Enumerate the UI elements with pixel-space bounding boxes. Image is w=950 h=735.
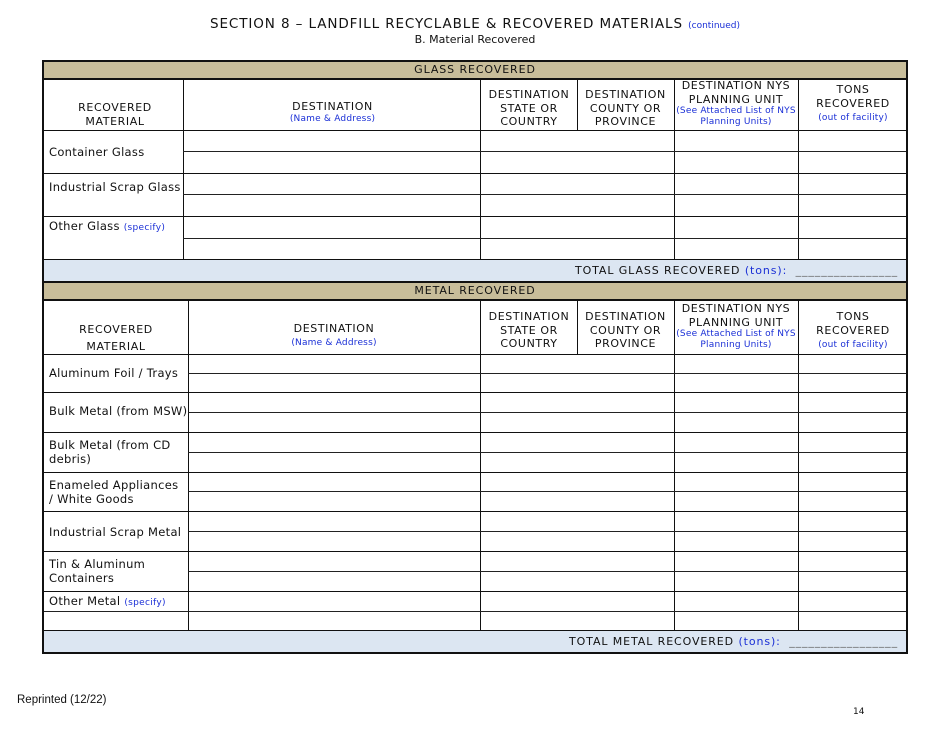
glass-header-nys-note: (See Attached List of NYS Planning Units) xyxy=(676,106,796,127)
metal-header-tons-note: (out of facility) xyxy=(818,340,888,350)
metal-col-divider xyxy=(577,301,578,355)
glass-header-county: DESTINATION COUNTY OR PROVINCE xyxy=(585,88,666,128)
glass-row-rule xyxy=(183,151,906,152)
glass-header-material: RECOVERED MATERIAL xyxy=(78,101,152,128)
glass-total-label: TOTAL GLASS RECOVERED xyxy=(574,264,741,277)
metal-row-bulk-msw: Bulk Metal (from MSW) xyxy=(49,404,188,418)
metal-row-rule xyxy=(44,392,906,393)
metal-row-rule xyxy=(44,611,906,612)
metal-row-industrial: Industrial Scrap Metal xyxy=(49,525,182,539)
metal-header-destination xyxy=(188,322,480,349)
page-number: 14 xyxy=(853,707,865,717)
glass-total-row xyxy=(44,260,906,281)
glass-header-tons-note: (out of facility) xyxy=(818,113,888,123)
metal-header-material xyxy=(66,321,166,355)
metal-row-rule xyxy=(44,591,906,592)
metal-row-rule xyxy=(188,491,906,492)
glass-row-rule xyxy=(44,216,906,217)
glass-col-divider xyxy=(798,80,799,260)
metal-header-nys-note: (See Attached List of NYS Planning Units) xyxy=(676,329,796,350)
metal-row-rule xyxy=(44,432,906,433)
glass-col-divider xyxy=(577,80,578,130)
metal-row-tin-aluminum: Tin & Aluminum Containers xyxy=(49,557,146,585)
glass-col-divider xyxy=(480,80,481,260)
glass-row-other xyxy=(49,219,165,235)
metal-total-label: TOTAL METAL RECOVERED xyxy=(569,635,735,648)
glass-header-destination-label: DESTINATION xyxy=(292,100,373,113)
metal-row-rule xyxy=(188,412,906,413)
metal-row-rule xyxy=(188,452,906,453)
glass-header-state: DESTINATION STATE OR COUNTRY xyxy=(488,88,570,128)
metal-row-rule xyxy=(188,531,906,532)
glass-row-rule xyxy=(183,238,906,239)
continued-note: (continued) xyxy=(688,21,740,31)
glass-row-container: Container Glass xyxy=(49,145,145,159)
metal-row-rule xyxy=(44,472,906,473)
metal-header-material-label: RECOVERED MATERIAL xyxy=(79,323,153,353)
metal-col-divider xyxy=(674,301,675,631)
metal-header-nys-label: DESTINATION NYS PLANNING UNIT xyxy=(681,302,791,329)
glass-specify-note: (specify) xyxy=(123,223,166,233)
metal-row-other-label: Other Metal xyxy=(49,594,121,608)
metal-total-input[interactable]: _________________ xyxy=(789,635,898,648)
metal-row-bulk-cd: Bulk Metal (from CD debris) xyxy=(49,438,171,466)
metal-total-row xyxy=(44,631,906,652)
glass-row-industrial: Industrial Scrap Glass xyxy=(49,180,181,194)
metal-col-divider xyxy=(798,301,799,631)
metal-col-divider xyxy=(480,301,481,631)
glass-header-rule xyxy=(44,130,906,131)
page-title xyxy=(0,16,950,32)
metal-row-aluminum-foil: Aluminum Foil / Trays xyxy=(49,366,179,380)
metal-col-divider xyxy=(188,301,189,631)
glass-band: GLASS RECOVERED xyxy=(42,60,908,80)
glass-col-divider xyxy=(183,80,184,260)
metal-band: METAL RECOVERED xyxy=(42,281,908,301)
metal-specify-note: (specify) xyxy=(124,598,166,608)
metal-header-rule xyxy=(44,354,906,355)
metal-header-nys xyxy=(676,302,796,351)
glass-row-other-label: Other Glass xyxy=(49,219,120,233)
metal-row-enameled: Enameled Appliances / White Goods xyxy=(49,478,179,506)
metal-row-rule xyxy=(188,571,906,572)
glass-header-destination xyxy=(184,100,481,125)
glass-header-tons-label: TONS RECOVERED xyxy=(816,83,890,110)
metal-header-destination-label: DESTINATION xyxy=(293,322,375,335)
glass-total-units: (tons): xyxy=(744,264,788,277)
metal-header-destination-note: (Name & Address) xyxy=(291,337,377,348)
page-subtitle: B. Material Recovered xyxy=(414,33,536,46)
title-text: SECTION 8 – LANDFILL RECYCLABLE & RECOVERED MATERIALS xyxy=(209,16,683,32)
metal-total-units: (tons): xyxy=(738,635,781,648)
glass-header-nys xyxy=(676,79,796,128)
metal-header-tons-label: TONS RECOVERED xyxy=(816,310,890,337)
glass-header-destination-note: (Name & Address) xyxy=(289,113,376,124)
metal-header-state: DESTINATION STATE OR COUNTRY xyxy=(488,310,570,350)
metal-row-rule xyxy=(44,551,906,552)
glass-header-nys-label: DESTINATION NYS PLANNING UNIT xyxy=(681,79,791,106)
metal-header-county: DESTINATION COUNTY OR PROVINCE xyxy=(585,310,666,350)
glass-row-rule xyxy=(44,173,906,174)
glass-row-rule xyxy=(183,194,906,195)
reprinted-note: Reprinted (12/22) xyxy=(17,694,107,706)
glass-col-divider xyxy=(674,80,675,260)
metal-row-other xyxy=(49,594,166,610)
metal-row-rule xyxy=(188,373,906,374)
metal-row-rule xyxy=(44,511,906,512)
glass-header-tons xyxy=(800,83,906,124)
glass-total-input[interactable]: ________________ xyxy=(795,264,898,277)
metal-header-tons xyxy=(800,310,906,351)
